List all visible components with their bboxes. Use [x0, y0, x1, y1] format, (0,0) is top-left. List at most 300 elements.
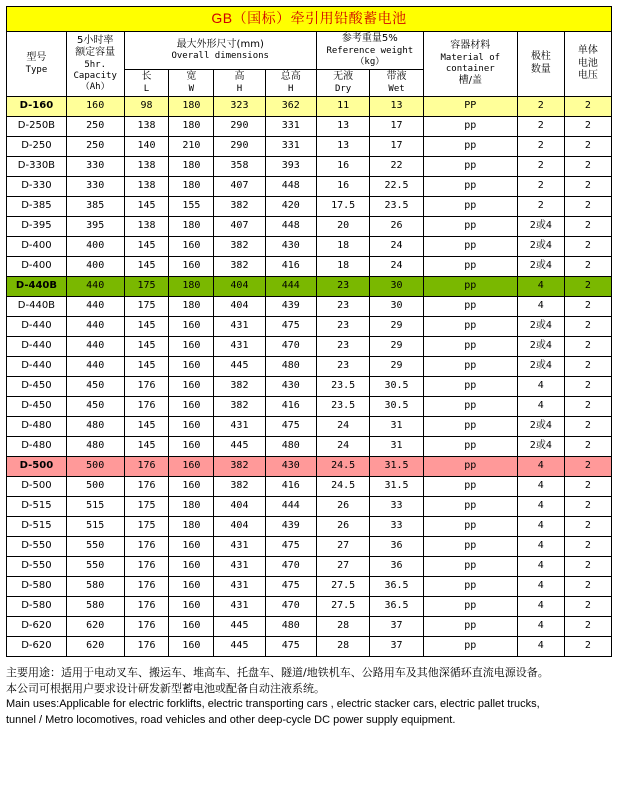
header-container-cn: 容器材料: [450, 40, 491, 52]
header-height: [214, 70, 265, 97]
header-capacity: [66, 32, 124, 97]
cell-posts: 2或4: [517, 436, 564, 456]
table-row: [7, 556, 612, 576]
cell-model: D-620: [7, 616, 67, 636]
cell-l: 175: [124, 276, 169, 296]
cell-posts: 2或4: [517, 416, 564, 436]
cell-th: 416: [265, 396, 316, 416]
cell-l: 98: [124, 96, 169, 116]
cell-container: pp: [423, 316, 517, 336]
table-row: [7, 316, 612, 336]
cell-l: 145: [124, 316, 169, 336]
cell-l: 175: [124, 516, 169, 536]
cell-wet: 23.5: [370, 196, 423, 216]
cell-model: D-330: [7, 176, 67, 196]
cell-wet: 24: [370, 256, 423, 276]
cell-container: pp: [423, 256, 517, 276]
cell-capacity: 580: [66, 576, 124, 596]
cell-dry: 18: [316, 256, 369, 276]
cell-container: pp: [423, 216, 517, 236]
cell-dry: 27: [316, 536, 369, 556]
cell-h: 404: [214, 516, 265, 536]
cell-container: pp: [423, 616, 517, 636]
cell-l: 176: [124, 636, 169, 656]
cell-capacity: 580: [66, 596, 124, 616]
cell-dry: 20: [316, 216, 369, 236]
cell-capacity: 400: [66, 256, 124, 276]
header-capacity-en2: Capacity: [73, 70, 117, 81]
cell-l: 176: [124, 476, 169, 496]
cell-wet: 13: [370, 96, 423, 116]
cell-th: 444: [265, 276, 316, 296]
cell-model: D-480: [7, 416, 67, 436]
header-wet-cn: 带液: [386, 71, 407, 82]
header-capacity-cn1: 5小时率: [77, 34, 114, 46]
cell-model: D-440: [7, 336, 67, 356]
cell-posts: 4: [517, 576, 564, 596]
cell-container: pp: [423, 436, 517, 456]
header-width-en: W: [188, 83, 195, 94]
cell-h: 431: [214, 536, 265, 556]
table-row: [7, 416, 612, 436]
cell-dry: 28: [316, 616, 369, 636]
table-row: [7, 136, 612, 156]
cell-volt: 2: [564, 456, 611, 476]
cell-posts: 4: [517, 616, 564, 636]
cell-volt: 2: [564, 376, 611, 396]
cell-capacity: 550: [66, 556, 124, 576]
cell-th: 480: [265, 356, 316, 376]
cell-w: 160: [169, 396, 214, 416]
cell-model: D-250B: [7, 116, 67, 136]
cell-th: 470: [265, 556, 316, 576]
cell-posts: 4: [517, 516, 564, 536]
header-wet-en: Wet: [388, 83, 405, 94]
header-model-cn: 型号: [26, 52, 47, 63]
table-row: [7, 216, 612, 236]
header-total-height-en: H: [288, 83, 294, 94]
cell-model: D-550: [7, 536, 67, 556]
table-row: [7, 156, 612, 176]
cell-capacity: 515: [66, 516, 124, 536]
cell-w: 160: [169, 376, 214, 396]
cell-dry: 17.5: [316, 196, 369, 216]
cell-th: 475: [265, 536, 316, 556]
cell-capacity: 620: [66, 616, 124, 636]
cell-capacity: 550: [66, 536, 124, 556]
cell-volt: 2: [564, 476, 611, 496]
cell-th: 475: [265, 636, 316, 656]
header-row-main: [7, 32, 612, 70]
notes-line-4: tunnel / Metro locomotives, road vehicles and other deep-cycle DC power supply equipment.: [6, 713, 456, 726]
cell-volt: 2: [564, 496, 611, 516]
table-row: [7, 456, 612, 476]
cell-l: 138: [124, 156, 169, 176]
cell-h: 431: [214, 596, 265, 616]
cell-l: 145: [124, 416, 169, 436]
cell-posts: 2或4: [517, 236, 564, 256]
cell-l: 140: [124, 136, 169, 156]
header-total-height-cn: 总高: [280, 71, 301, 82]
cell-h: 431: [214, 556, 265, 576]
table-row: [7, 636, 612, 656]
cell-wet: 22.5: [370, 176, 423, 196]
header-cell-cn2: 电池: [577, 57, 598, 69]
header-length: [124, 70, 169, 97]
cell-model: D-580: [7, 596, 67, 616]
cell-model: D-440B: [7, 276, 67, 296]
cell-capacity: 330: [66, 156, 124, 176]
cell-dry: 26: [316, 496, 369, 516]
cell-posts: 4: [517, 596, 564, 616]
cell-model: D-580: [7, 576, 67, 596]
cell-w: 160: [169, 436, 214, 456]
header-weight-en: Reference weight（kg）: [326, 45, 414, 67]
cell-h: 407: [214, 216, 265, 236]
cell-th: 475: [265, 576, 316, 596]
cell-w: 160: [169, 636, 214, 656]
table-body: [7, 96, 612, 656]
cell-container: pp: [423, 576, 517, 596]
cell-dry: 18: [316, 236, 369, 256]
header-height-en: H: [236, 83, 243, 94]
table-row: [7, 396, 612, 416]
cell-h: 382: [214, 256, 265, 276]
header-total-height: [265, 70, 316, 97]
notes-line-2: 本公司可根据用户要求设计研发新型蓄电池或配备自动注液系统。: [6, 681, 325, 695]
cell-th: 416: [265, 256, 316, 276]
cell-wet: 22: [370, 156, 423, 176]
cell-volt: 2: [564, 176, 611, 196]
header-cell-cn1: 单体: [577, 45, 598, 57]
header-cell-voltage: [564, 32, 611, 97]
cell-w: 180: [169, 216, 214, 236]
cell-capacity: 250: [66, 136, 124, 156]
cell-wet: 36.5: [370, 596, 423, 616]
cell-capacity: 160: [66, 96, 124, 116]
cell-dry: 13: [316, 116, 369, 136]
cell-model: D-500: [7, 476, 67, 496]
cell-container: pp: [423, 556, 517, 576]
table-title-row: [7, 7, 612, 32]
cell-dry: 23: [316, 276, 369, 296]
cell-capacity: 440: [66, 276, 124, 296]
cell-model: D-250: [7, 136, 67, 156]
cell-h: 358: [214, 156, 265, 176]
cell-th: 331: [265, 116, 316, 136]
cell-container: pp: [423, 136, 517, 156]
cell-volt: 2: [564, 416, 611, 436]
cell-dry: 23: [316, 296, 369, 316]
cell-model: D-160: [7, 96, 67, 116]
cell-th: 439: [265, 296, 316, 316]
header-container-en3: 槽/盖: [458, 75, 482, 87]
cell-posts: 4: [517, 476, 564, 496]
cell-volt: 2: [564, 436, 611, 456]
cell-w: 160: [169, 316, 214, 336]
header-capacity-en3: （Ah）: [80, 82, 110, 92]
header-capacity-en1: 5hr.: [84, 59, 107, 70]
cell-l: 176: [124, 556, 169, 576]
cell-dry: 23: [316, 356, 369, 376]
cell-th: 448: [265, 216, 316, 236]
header-capacity-cn2: 额定容量: [75, 47, 116, 58]
notes-block: [6, 665, 612, 729]
header-width-cn: 宽: [186, 71, 197, 82]
cell-model: D-440B: [7, 296, 67, 316]
cell-wet: 31.5: [370, 456, 423, 476]
cell-model: D-440: [7, 356, 67, 376]
cell-volt: 2: [564, 196, 611, 216]
cell-wet: 29: [370, 356, 423, 376]
cell-th: 448: [265, 176, 316, 196]
cell-wet: 31: [370, 416, 423, 436]
cell-model: D-400: [7, 256, 67, 276]
cell-model: D-400: [7, 236, 67, 256]
cell-capacity: 440: [66, 356, 124, 376]
cell-model: D-500: [7, 456, 67, 476]
cell-l: 176: [124, 456, 169, 476]
cell-posts: 4: [517, 296, 564, 316]
header-height-cn: 高: [234, 71, 245, 82]
table-row: [7, 576, 612, 596]
header-posts: [517, 32, 564, 97]
header-cell-cn3: 电压: [577, 70, 598, 82]
cell-w: 155: [169, 196, 214, 216]
cell-posts: 4: [517, 456, 564, 476]
cell-w: 180: [169, 516, 214, 536]
cell-wet: 37: [370, 636, 423, 656]
notes-line-3: Main uses:Applicable for electric forklifts, electric transporting cars , electric stacker cars, electric pallet trucks,: [6, 697, 540, 710]
cell-th: 444: [265, 496, 316, 516]
cell-container: pp: [423, 596, 517, 616]
cell-volt: 2: [564, 636, 611, 656]
cell-dry: 24.5: [316, 476, 369, 496]
cell-capacity: 440: [66, 316, 124, 336]
table-row: [7, 536, 612, 556]
cell-container: pp: [423, 636, 517, 656]
cell-posts: 4: [517, 376, 564, 396]
cell-wet: 30: [370, 296, 423, 316]
cell-container: pp: [423, 276, 517, 296]
cell-th: 470: [265, 596, 316, 616]
cell-w: 210: [169, 136, 214, 156]
cell-posts: 2: [517, 116, 564, 136]
cell-container: pp: [423, 196, 517, 216]
cell-capacity: 330: [66, 176, 124, 196]
cell-th: 393: [265, 156, 316, 176]
header-model-en: Type: [25, 64, 48, 75]
cell-th: 470: [265, 336, 316, 356]
cell-h: 445: [214, 436, 265, 456]
cell-capacity: 500: [66, 476, 124, 496]
page-title: GB（国标）牵引用铅酸蓄电池: [7, 7, 612, 32]
notes-line-1: 主要用途：适用于电动叉车、搬运车、堆高车、托盘车、隧道/地铁机车、公路用车及其他深循环直流电源设备。: [6, 665, 549, 679]
cell-h: 404: [214, 276, 265, 296]
cell-volt: 2: [564, 616, 611, 636]
battery-spec-table: [6, 6, 612, 657]
cell-w: 180: [169, 176, 214, 196]
cell-l: 176: [124, 596, 169, 616]
cell-dry: 27: [316, 556, 369, 576]
header-posts-cn1: 极柱: [530, 51, 551, 63]
cell-h: 431: [214, 316, 265, 336]
cell-volt: 2: [564, 396, 611, 416]
cell-th: 430: [265, 456, 316, 476]
cell-volt: 2: [564, 596, 611, 616]
cell-capacity: 450: [66, 396, 124, 416]
cell-capacity: 500: [66, 456, 124, 476]
table-row: [7, 96, 612, 116]
cell-capacity: 620: [66, 636, 124, 656]
table-row: [7, 496, 612, 516]
cell-posts: 4: [517, 396, 564, 416]
cell-dry: 24: [316, 436, 369, 456]
header-dimensions-cn: 最大外形尺寸(mm): [176, 38, 264, 50]
cell-dry: 24.5: [316, 456, 369, 476]
cell-l: 138: [124, 176, 169, 196]
cell-posts: 2或4: [517, 316, 564, 336]
cell-wet: 24: [370, 236, 423, 256]
cell-volt: 2: [564, 276, 611, 296]
header-container-en2: container: [445, 63, 495, 74]
cell-w: 160: [169, 416, 214, 436]
cell-w: 180: [169, 156, 214, 176]
table-row: [7, 276, 612, 296]
cell-th: 420: [265, 196, 316, 216]
cell-h: 382: [214, 396, 265, 416]
cell-l: 175: [124, 296, 169, 316]
cell-container: pp: [423, 396, 517, 416]
cell-container: pp: [423, 176, 517, 196]
cell-wet: 29: [370, 316, 423, 336]
cell-model: D-450: [7, 376, 67, 396]
table-row: [7, 356, 612, 376]
cell-dry: 23.5: [316, 396, 369, 416]
cell-w: 160: [169, 456, 214, 476]
cell-volt: 2: [564, 536, 611, 556]
cell-volt: 2: [564, 556, 611, 576]
cell-dry: 13: [316, 136, 369, 156]
cell-posts: 2或4: [517, 336, 564, 356]
cell-l: 145: [124, 436, 169, 456]
cell-h: 323: [214, 96, 265, 116]
cell-w: 160: [169, 476, 214, 496]
cell-dry: 26: [316, 516, 369, 536]
cell-l: 145: [124, 196, 169, 216]
cell-w: 160: [169, 616, 214, 636]
cell-wet: 30.5: [370, 376, 423, 396]
cell-w: 180: [169, 496, 214, 516]
header-weight-cn: 参考重量5%: [341, 33, 398, 44]
cell-container: pp: [423, 356, 517, 376]
cell-wet: 36: [370, 556, 423, 576]
header-weight: [316, 32, 423, 70]
cell-posts: 4: [517, 276, 564, 296]
cell-wet: 26: [370, 216, 423, 236]
table-row: [7, 116, 612, 136]
cell-capacity: 450: [66, 376, 124, 396]
cell-volt: 2: [564, 256, 611, 276]
cell-h: 445: [214, 636, 265, 656]
cell-l: 145: [124, 256, 169, 276]
cell-container: pp: [423, 376, 517, 396]
cell-capacity: 480: [66, 416, 124, 436]
cell-volt: 2: [564, 316, 611, 336]
cell-w: 160: [169, 596, 214, 616]
cell-dry: 23: [316, 316, 369, 336]
cell-dry: 23: [316, 336, 369, 356]
cell-w: 160: [169, 336, 214, 356]
cell-th: 475: [265, 416, 316, 436]
header-dimensions-en: Overall dimensions: [171, 51, 269, 62]
header-container-en1: Material of: [440, 52, 501, 63]
cell-h: 382: [214, 456, 265, 476]
cell-capacity: 395: [66, 216, 124, 236]
cell-wet: 30: [370, 276, 423, 296]
cell-l: 145: [124, 336, 169, 356]
cell-th: 480: [265, 436, 316, 456]
cell-posts: 2: [517, 136, 564, 156]
cell-h: 382: [214, 476, 265, 496]
cell-container: pp: [423, 416, 517, 436]
cell-container: pp: [423, 156, 517, 176]
cell-wet: 31: [370, 436, 423, 456]
cell-volt: 2: [564, 136, 611, 156]
table-row: [7, 436, 612, 456]
cell-wet: 29: [370, 336, 423, 356]
cell-w: 180: [169, 96, 214, 116]
cell-l: 145: [124, 236, 169, 256]
cell-wet: 36: [370, 536, 423, 556]
header-length-en: L: [143, 83, 150, 94]
cell-h: 445: [214, 356, 265, 376]
cell-wet: 17: [370, 136, 423, 156]
cell-wet: 33: [370, 496, 423, 516]
cell-model: D-450: [7, 396, 67, 416]
cell-posts: 2或4: [517, 256, 564, 276]
cell-dry: 27.5: [316, 576, 369, 596]
cell-w: 160: [169, 236, 214, 256]
header-posts-cn2: 数量: [530, 63, 551, 75]
cell-posts: 2: [517, 176, 564, 196]
cell-l: 176: [124, 376, 169, 396]
cell-l: 138: [124, 216, 169, 236]
cell-posts: 2或4: [517, 356, 564, 376]
cell-volt: 2: [564, 216, 611, 236]
header-dimensions: [124, 32, 316, 70]
cell-h: 382: [214, 196, 265, 216]
cell-h: 290: [214, 136, 265, 156]
cell-w: 160: [169, 536, 214, 556]
cell-wet: 17: [370, 116, 423, 136]
header-dry-weight: [316, 70, 369, 97]
cell-dry: 27.5: [316, 596, 369, 616]
cell-w: 160: [169, 576, 214, 596]
cell-container: pp: [423, 236, 517, 256]
header-width: [169, 70, 214, 97]
cell-w: 160: [169, 556, 214, 576]
cell-w: 180: [169, 296, 214, 316]
cell-l: 138: [124, 116, 169, 136]
header-dry-cn: 无液: [333, 71, 354, 82]
cell-model: D-385: [7, 196, 67, 216]
header-model: [7, 32, 67, 97]
cell-container: pp: [423, 496, 517, 516]
table-row: [7, 176, 612, 196]
cell-model: D-330B: [7, 156, 67, 176]
cell-th: 480: [265, 616, 316, 636]
